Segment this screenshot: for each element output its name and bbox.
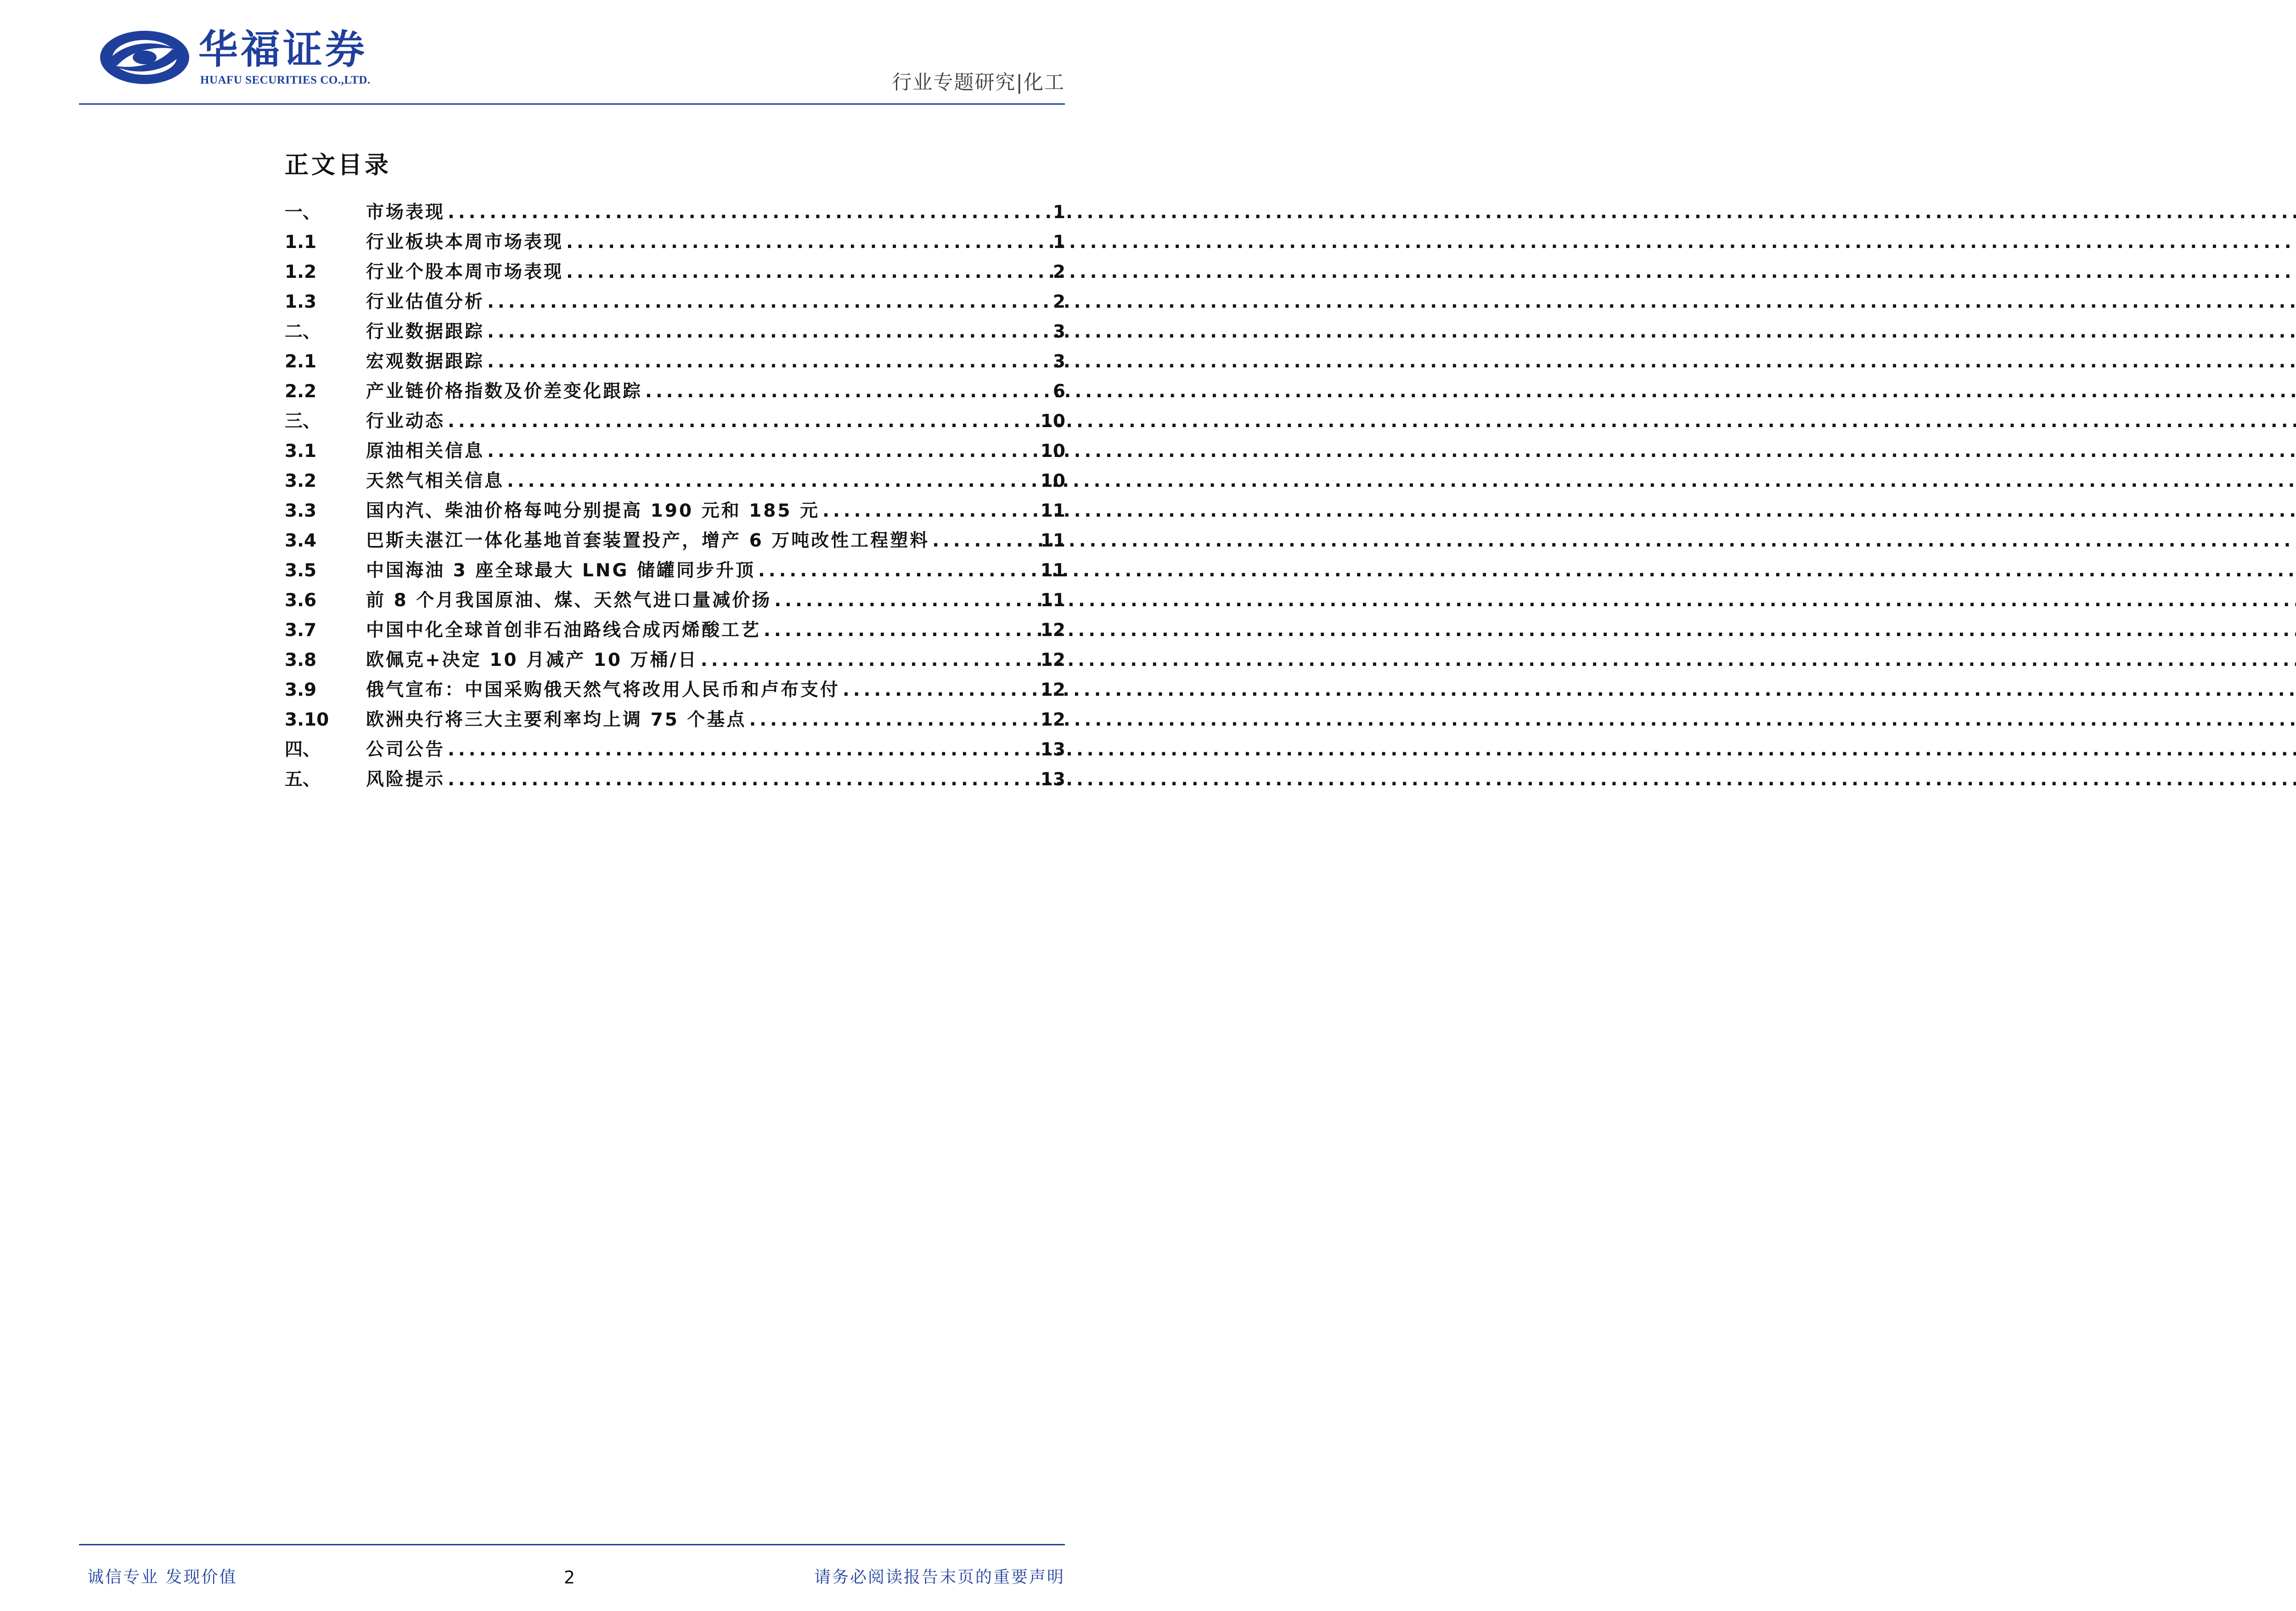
toc-entry-title: 市场表现 [366,202,445,223]
toc-entry-number: 1.3 [285,292,317,312]
toc-entry-title: 行业动态 [366,411,445,432]
toc-entry-page: 13 [1040,739,1065,760]
toc-entry-page: 10 [1040,441,1065,462]
toc-entry-number: 2.1 [285,351,317,372]
toc-entry-page: 12 [1040,620,1065,641]
toc-entry-number: 3.9 [285,680,317,700]
header-divider [79,103,1065,105]
toc-entry-number: 3.2 [285,471,317,491]
toc-dot-leader [843,675,1037,705]
toc-entry-title: 国内汽、柴油价格每吨分别提高 190 元和 185 元 [366,501,820,521]
toc-dot-leader [448,735,1037,765]
toc-dot-leader [487,436,1037,466]
toc-dot-leader [758,556,1037,586]
document-page [0,0,1139,1611]
toc-entry-page: 2 [1052,292,1065,312]
toc-entry-page: 6 [1052,381,1065,402]
toc-entry-number: 五、 [285,769,321,790]
toc-entry-number: 1.1 [285,232,317,253]
toc-dot-leader [487,287,1037,317]
toc-dot-leader [701,645,1037,675]
toc-entry[interactable] [285,257,1065,287]
toc-entry-number: 一、 [285,202,321,223]
toc-dot-leader [487,347,1037,377]
toc-entry-page: 3 [1052,321,1065,342]
toc-entry-number: 二、 [285,321,321,342]
toc-dot-leader [822,496,1037,526]
toc-entry-number: 3.8 [285,650,317,670]
report-category: 行业专题研究|化工 [892,71,1065,94]
toc-entry[interactable] [285,287,1065,317]
toc-entry-title: 行业数据跟踪 [366,321,485,342]
toc-entry[interactable] [285,705,1065,735]
toc-entry-page: 2 [1052,262,1065,282]
toc-entry-title: 行业估值分析 [366,292,485,312]
toc-entry-page: 12 [1040,710,1065,730]
toc-entry[interactable] [285,377,1065,406]
company-name-en: HUAFU SECURITIES CO.,LTD. [200,74,371,86]
footer-divider [79,1544,1065,1545]
toc-dot-leader [448,765,1037,794]
toc-entry-title: 前 8 个月我国原油、煤、天然气进口量减价扬 [366,590,772,611]
toc-entry-title: 欧洲央行将三大主要利率均上调 75 个基点 [366,710,747,730]
toc-entry[interactable] [285,586,1065,615]
toc-dot-leader [448,406,1037,436]
toc-dot-leader [645,377,1037,406]
toc-title: 正文目录 [285,151,392,179]
toc-entry-title: 俄气宣布：中国采购俄天然气将改用人民币和卢布支付 [366,680,840,700]
toc-entry-page: 10 [1040,411,1065,432]
toc-entry-page: 12 [1040,650,1065,670]
toc-entry-title: 行业板块本周市场表现 [366,232,564,253]
toc-dot-leader [749,705,1037,735]
toc-dot-leader [566,257,1037,287]
company-logo [96,28,390,92]
toc-entry-page: 11 [1040,590,1065,611]
toc-entry-number: 3.7 [285,620,317,641]
toc-entry-title: 公司公告 [366,739,445,760]
toc-entry[interactable] [285,466,1065,496]
toc-entry-page: 3 [1052,351,1065,372]
toc-entry-number: 三、 [285,411,321,432]
toc-dot-leader [566,227,1037,257]
toc-dot-leader [774,586,1037,615]
toc-entry-number: 3.10 [285,710,329,730]
toc-entry[interactable] [285,436,1065,466]
toc-entry-title: 中国海油 3 座全球最大 LNG 储罐同步升顶 [366,560,755,581]
toc-entry[interactable] [285,735,1065,765]
toc-entry-title: 原油相关信息 [366,441,485,462]
footer-disclaimer: 请务必阅读报告末页的重要声明 [814,1568,1065,1587]
toc-dot-leader [487,317,1037,347]
toc-entry-page: 11 [1040,560,1065,581]
toc-entry[interactable] [285,496,1065,526]
toc-entry[interactable] [285,645,1065,675]
toc-entry-title: 中国中化全球首创非石油路线合成丙烯酸工艺 [366,620,761,641]
toc-dot-leader [448,197,1037,227]
toc-entry-number: 3.6 [285,590,317,611]
toc-entry[interactable] [285,765,1065,794]
footer-slogan: 诚信专业 发现价值 [87,1568,237,1587]
page-number: 2 [563,1567,575,1588]
toc-entry-number: 1.2 [285,262,317,282]
toc-entry-number: 3.5 [285,560,317,581]
toc-entry-title: 天然气相关信息 [366,471,505,491]
toc-entry-number: 3.3 [285,501,317,521]
toc-entry[interactable] [285,317,1065,347]
toc-entry-page: 13 [1040,769,1065,790]
toc-entry[interactable] [285,227,1065,257]
toc-entry-page: 10 [1040,471,1065,491]
toc-entry-title: 欧佩克+决定 10 月减产 10 万桶/日 [366,650,698,670]
toc-entry-page: 1 [1052,202,1065,223]
toc-entry-page: 1 [1052,232,1065,253]
table-of-contents [285,197,1065,794]
toc-entry-number: 3.1 [285,441,317,462]
toc-entry-page: 12 [1040,680,1065,700]
toc-dot-leader [764,615,1037,645]
toc-entry-title: 行业个股本周市场表现 [366,262,564,282]
toc-entry-page: 11 [1040,501,1065,521]
toc-entry-number: 2.2 [285,381,317,402]
toc-entry[interactable] [285,526,1065,556]
company-name-cn: 华福证券 [198,26,367,73]
toc-entry-number: 3.4 [285,530,317,551]
huafu-logo-icon [99,29,191,86]
toc-entry-title: 巴斯夫湛江一体化基地首套装置投产，增产 6 万吨改性工程塑料 [366,530,930,551]
toc-dot-leader [507,466,1037,496]
toc-entry-number: 四、 [285,739,321,760]
toc-entry[interactable] [285,556,1065,586]
toc-entry-title: 宏观数据跟踪 [366,351,485,372]
toc-entry[interactable] [285,347,1065,377]
toc-entry[interactable] [285,615,1065,645]
toc-entry[interactable] [285,675,1065,705]
toc-entry[interactable] [285,197,1065,227]
toc-entry[interactable] [285,406,1065,436]
toc-entry-title: 产业链价格指数及价差变化跟踪 [366,381,643,402]
toc-dot-leader [932,526,1037,556]
toc-entry-page: 11 [1040,530,1065,551]
toc-entry-title: 风险提示 [366,769,445,790]
